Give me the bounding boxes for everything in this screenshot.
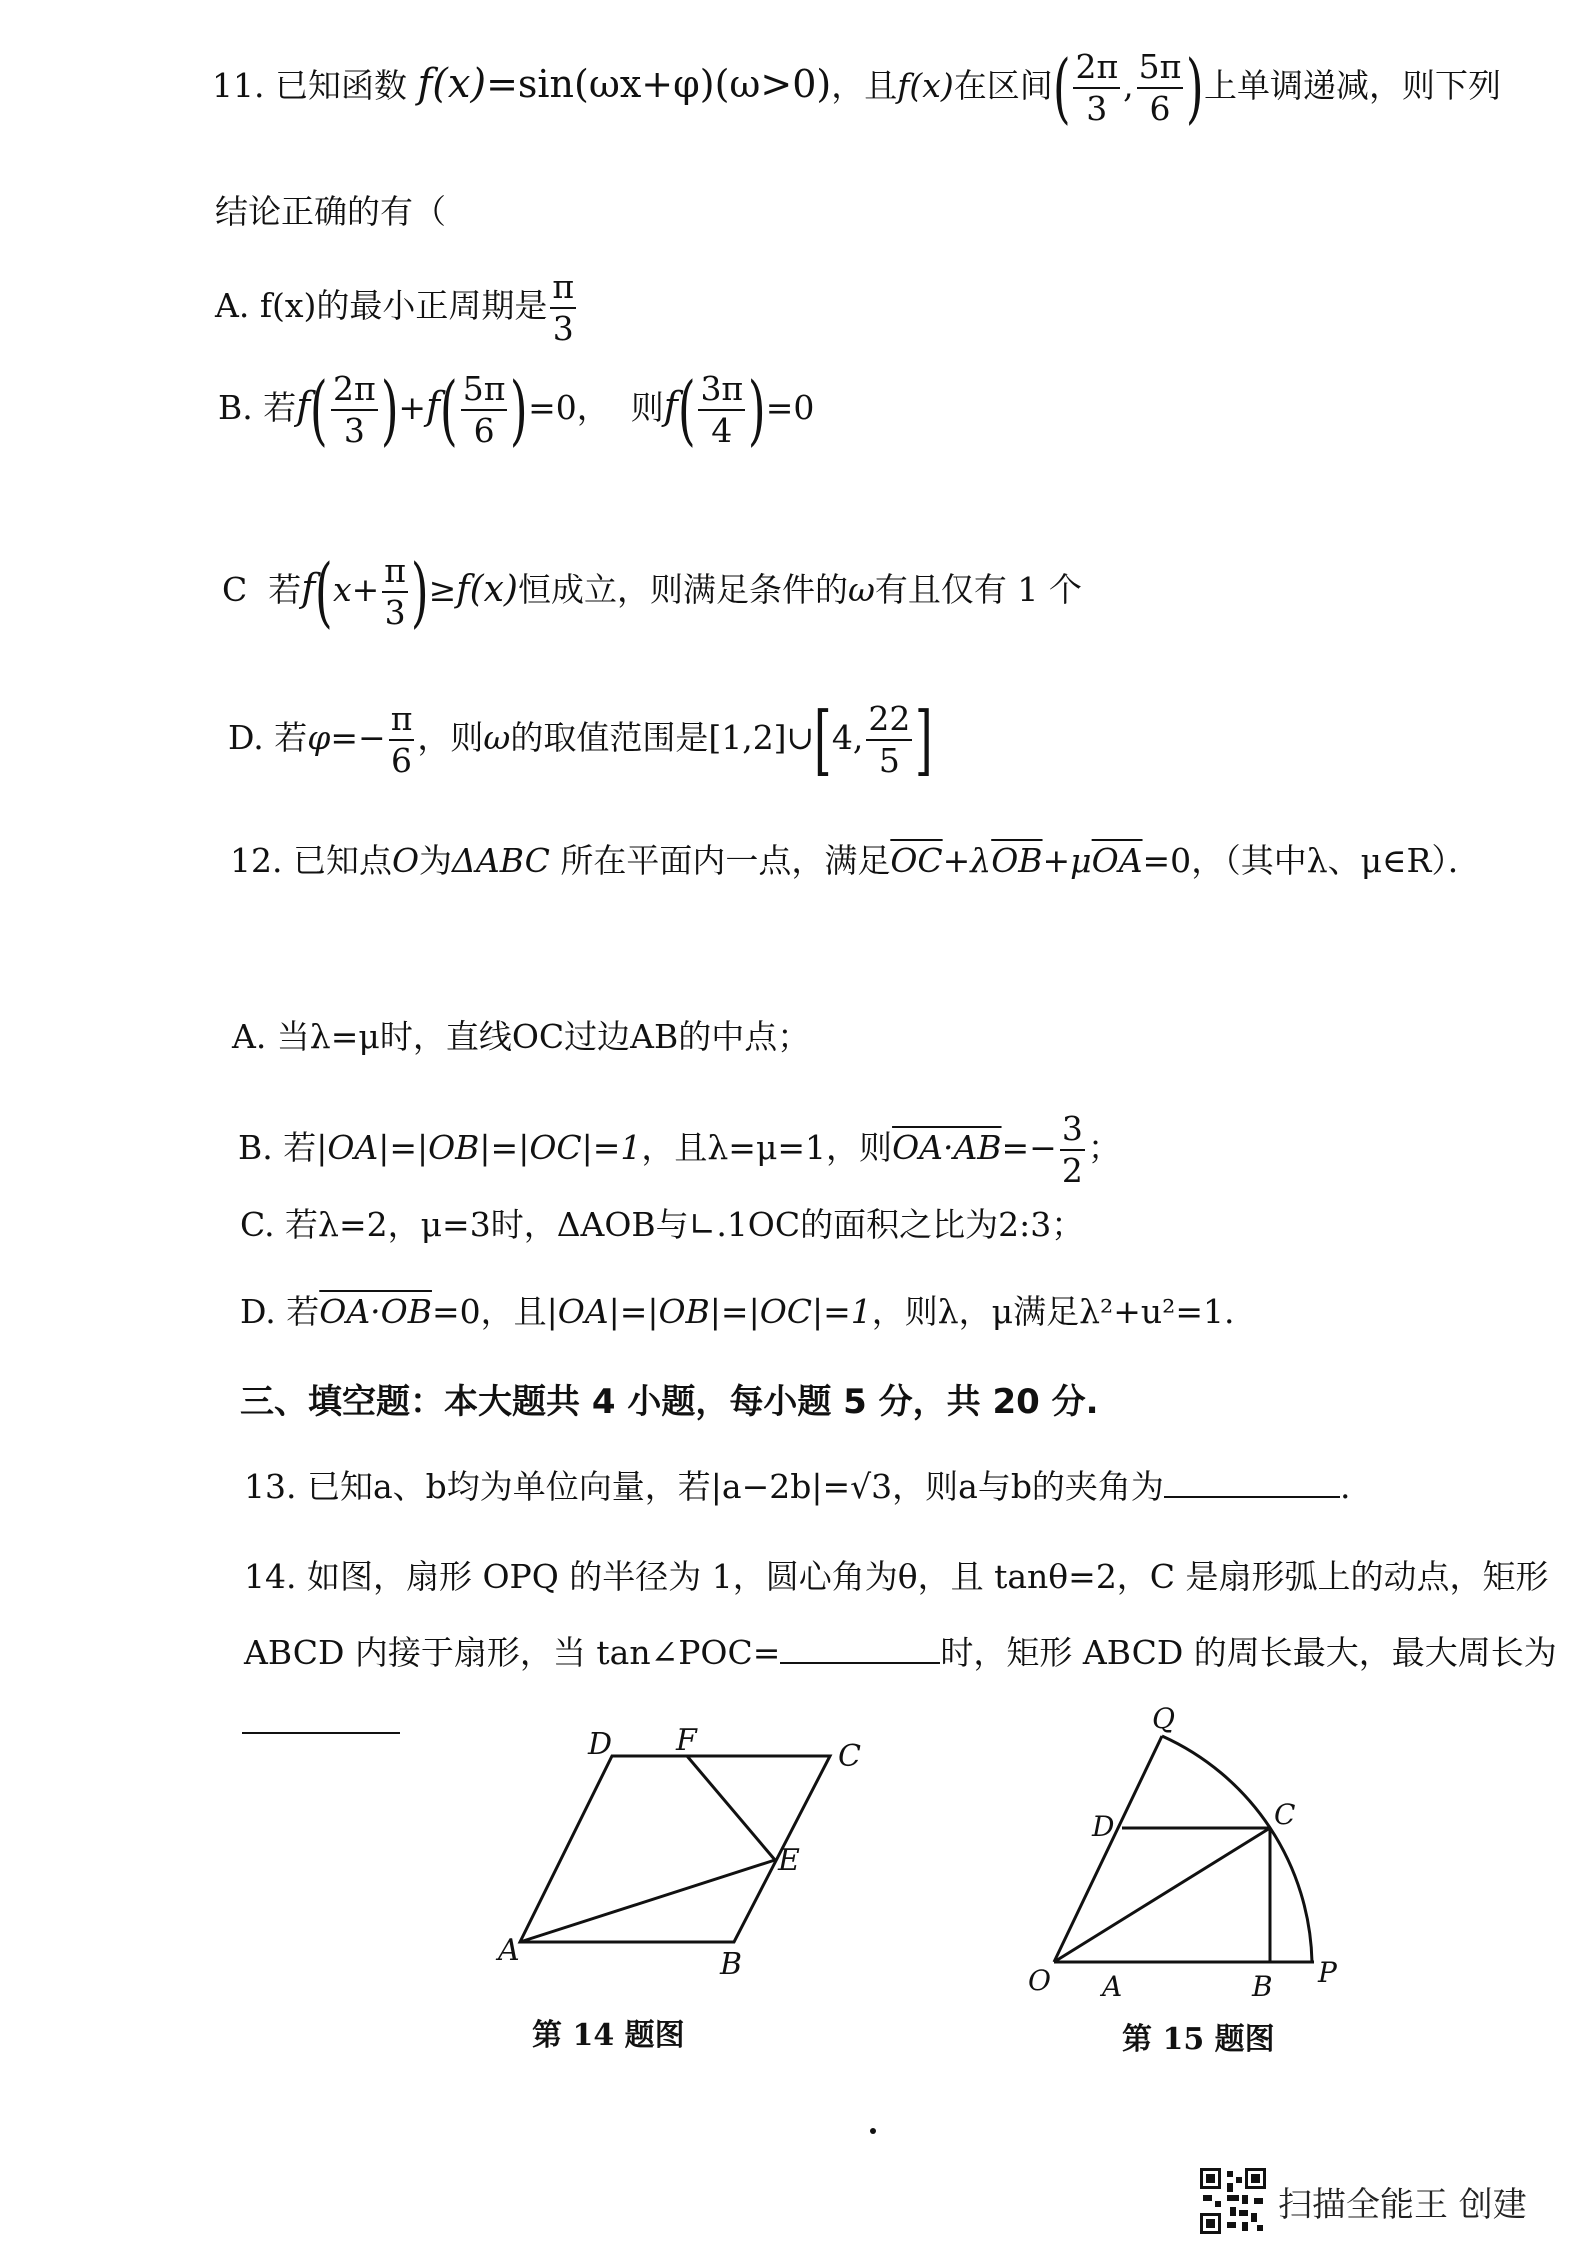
fig15-caption: 第 15 题图: [1122, 2022, 1275, 2057]
page-dot: [870, 2128, 876, 2134]
fig14-label-a: A: [498, 1933, 520, 1968]
q13-line: 13. 已知a、b均为单位向量，若|a−2b|=√3，则a与b的夹角为 .: [244, 1467, 1351, 1506]
fig14-label-b: B: [720, 1947, 743, 1980]
fig14-line-fe: [687, 1756, 775, 1860]
scanner-watermark: [1200, 2168, 1527, 2234]
q11-option-c: C 若f(x+ $\frac{\pi}{3}$ )≥f(x)恒成立，则满足条件的ω有且仅有 1 个: [222, 546, 1082, 636]
fig15-label-d: D: [1092, 1810, 1115, 1843]
fig14-caption: 第 14 题图: [532, 2018, 685, 2053]
fig14-label-e: E: [778, 1843, 800, 1878]
figure-14: [480, 1720, 900, 1980]
q12-option-b: B. 若|OA|=|OB|=|OC|=1，且λ=μ=1，则OA·AB=− $\frac{3}{2}$ ；: [238, 1109, 1121, 1190]
fig15-shape: [1054, 1736, 1314, 1962]
q11-option-d: D. 若φ=− $\frac{\pi}{6}$ ，则ω的取值范围是[1,2]∪[4, $\frac{22}{5}$ ]: [228, 694, 934, 784]
q11-frac2: $\frac{5\pi}{6}$: [1138, 47, 1182, 128]
q14-line2: ABCD 内接于扇形，当 tan∠POC= 时，矩形 ABCD 的周长最大，最大周长为: [244, 1633, 1557, 1672]
section-3-heading: 三、填空题：本大题共 4 小题，每小题 5 分，共 20 分.: [240, 1382, 1099, 1422]
watermark-text: 扫描全能王 创建: [1278, 2184, 1527, 2225]
q14-line1: 14. 如图，扇形 OPQ 的半径为 1，圆心角为θ，且 tanθ=2，C 是扇形弧上的动点，矩形: [244, 1557, 1549, 1596]
q11-option-b: B. 若f( $\frac{2\pi}{3}$ )+f( $\frac{5\pi}{6}$ )=0， 则f( $\frac{3\pi}{4}$ )=0: [218, 364, 815, 454]
fig15-label-p: P: [1318, 1956, 1337, 1989]
q12-option-c: C. 若λ=2，μ=3时，ΔAOB与∟.1OC的面积之比为2:3；: [240, 1205, 1085, 1244]
fig15-label-c: C: [1274, 1798, 1296, 1831]
q11-frac1: $\frac{2\pi}{3}$: [1075, 47, 1119, 128]
q11-line1: 11. 已知函数 f(x)=sin(ωx+φ)(ω>0)，且f(x)在区间( $\frac{2\pi}{3}$ , $\frac{5\pi}{6}$ )上单调递减，则下列: [212, 42, 1501, 132]
q11-line2: 结论正确的有（: [215, 192, 446, 231]
q14-answer-blank-1[interactable]: [780, 1662, 940, 1664]
fig15-label-q: Q: [1152, 1702, 1175, 1735]
fig15-label-o: O: [1028, 1964, 1051, 1997]
q14-answer-blank-2[interactable]: [242, 1732, 400, 1734]
fig14-label-f: F: [676, 1723, 697, 1758]
fig14-label-d: D: [588, 1727, 613, 1762]
fig14-line-ae: [520, 1860, 775, 1942]
q12-stem: 12. 已知点O为ΔABC 所在平面内一点，满足$\overline{OC}+\lambda\overline{OB}+\mu\overline{OA}=0$，（其中λ、μ∈R）．: [230, 841, 1481, 880]
figure-15: [1012, 1700, 1342, 2000]
q12-option-d: D. 若OA·OB=0，且|OA|=|OB|=|OC|=1，则λ，μ满足λ²+u²=1.: [240, 1292, 1235, 1331]
q13-answer-blank[interactable]: [1164, 1496, 1340, 1498]
q12-option-a: A. 当λ=μ时，直线OC过边AB的中点；: [232, 1017, 811, 1056]
q11-number: 11.: [212, 65, 265, 105]
fig15-label-b: B: [1252, 1970, 1273, 2000]
fig14-label-c: C: [838, 1739, 861, 1774]
fig15-label-a: A: [1102, 1970, 1123, 2000]
q11-option-a: A. f(x)的最小正周期是 $\frac{\pi}{3}$: [215, 267, 575, 348]
qr-code-icon: [1200, 2168, 1266, 2234]
